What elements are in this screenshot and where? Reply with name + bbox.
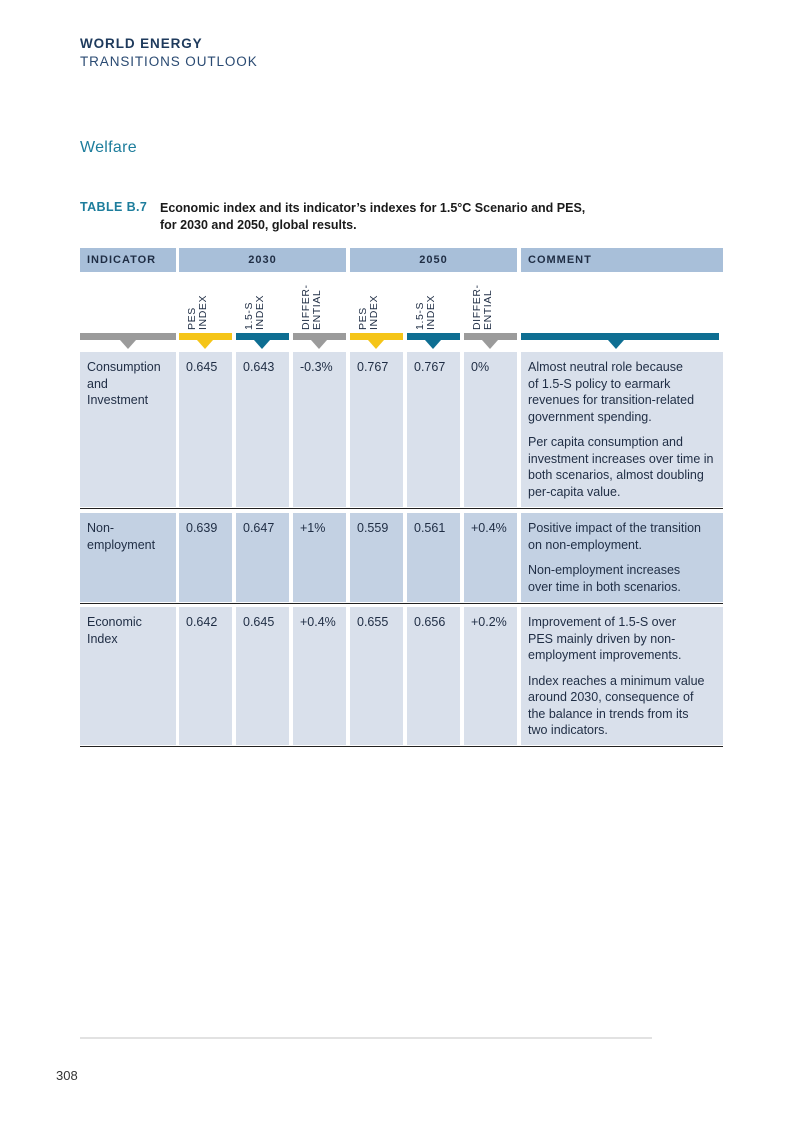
- marker-triangle: [311, 340, 327, 349]
- value-15s-2050: 0.561: [407, 513, 460, 602]
- value-diff-2030: -0.3%: [293, 352, 346, 507]
- comment-cell: [521, 513, 723, 602]
- row-divider: [80, 603, 723, 604]
- subheader-pes-index-2050: PES INDEX: [357, 294, 380, 330]
- marker-bar-diff-2050: [464, 333, 517, 340]
- value-diff-2050: +0.2%: [464, 607, 517, 745]
- value-pes-2030: 0.645: [179, 352, 232, 507]
- comment-paragraph: Per capita consumption and investment increases over time in both scenarios, almost doubling per-capita value.: [528, 435, 714, 499]
- value-pes-2050: 0.655: [350, 607, 403, 745]
- value-pes-2030: 0.639: [179, 513, 232, 602]
- subheader-differential-2050: DIFFER- ENTIAL: [471, 284, 494, 330]
- comment-paragraph: Almost neutral role because of 1.5-S policy to earmark revenues for transition-related government spending.: [528, 360, 695, 424]
- subheader-15s-index-2030: 1.5-S INDEX: [243, 294, 266, 330]
- comment-paragraph: Positive impact of the transition on non-employment.: [528, 521, 701, 552]
- value-pes-2050: 0.767: [350, 352, 403, 507]
- marker-bar-pes-2030: [179, 333, 232, 340]
- marker-triangle: [120, 340, 136, 349]
- table-title-line: Economic index and its indicator’s indexes for 1.5°C Scenario and PES,: [160, 201, 586, 215]
- table-title: [160, 200, 680, 234]
- comment-cell: [521, 352, 723, 507]
- value-pes-2030: 0.642: [179, 607, 232, 745]
- marker-bar-comment: [521, 333, 719, 340]
- subheader-differential-2030: DIFFER- ENTIAL: [300, 284, 323, 330]
- marker-triangle: [425, 340, 441, 349]
- comment-paragraph: Index reaches a minimum value around 2030, consequence of the balance in trends from its two indicators.: [528, 673, 705, 737]
- value-diff-2030: +1%: [293, 513, 346, 602]
- marker-triangle: [482, 340, 498, 349]
- section-title: Welfare: [80, 139, 137, 156]
- marker-triangle: [197, 340, 213, 349]
- table-label: TABLE B.7: [80, 200, 148, 214]
- marker-bar-15s-2030: [236, 333, 289, 340]
- report-title: WORLD ENERGY: [80, 36, 203, 51]
- comment-cell: [521, 607, 723, 745]
- subheader-15s-index-2050: 1.5-S INDEX: [414, 294, 437, 330]
- footer-rule: [80, 1037, 652, 1039]
- comment-paragraph: Non-employment increases over time in both scenarios.: [528, 563, 681, 594]
- page-number: 308: [56, 1068, 78, 1083]
- subheader-pes-index-2030: PES INDEX: [186, 294, 209, 330]
- value-diff-2050: +0.4%: [464, 513, 517, 602]
- row-divider: [80, 746, 723, 747]
- value-diff-2050: 0%: [464, 352, 517, 507]
- marker-bar-pes-2050: [350, 333, 403, 340]
- value-diff-2030: +0.4%: [293, 607, 346, 745]
- marker-triangle: [368, 340, 384, 349]
- row-divider: [80, 508, 723, 509]
- marker-triangle: [254, 340, 270, 349]
- value-pes-2050: 0.559: [350, 513, 403, 602]
- value-15s-2050: 0.656: [407, 607, 460, 745]
- value-15s-2030: 0.643: [236, 352, 289, 507]
- table-title-line: for 2030 and 2050, global results.: [160, 218, 357, 232]
- header-2030: 2030: [179, 248, 346, 272]
- report-subtitle: TRANSITIONS OUTLOOK: [80, 54, 258, 69]
- header-2050: 2050: [350, 248, 517, 272]
- value-15s-2050: 0.767: [407, 352, 460, 507]
- marker-bar-15s-2050: [407, 333, 460, 340]
- row-indicator-cell: Economic Index: [80, 607, 176, 745]
- row-indicator-cell: Non- employment: [80, 513, 176, 602]
- header-comment: COMMENT: [521, 248, 723, 272]
- header-indicator: INDICATOR: [80, 248, 176, 272]
- marker-triangle: [608, 340, 624, 349]
- row-indicator-cell: Consumption and Investment: [80, 352, 176, 507]
- comment-paragraph: Improvement of 1.5-S over PES mainly driven by non- employment improvements.: [528, 615, 682, 662]
- value-15s-2030: 0.647: [236, 513, 289, 602]
- marker-bar-indicator: [80, 333, 176, 340]
- value-15s-2030: 0.645: [236, 607, 289, 745]
- marker-bar-diff-2030: [293, 333, 346, 340]
